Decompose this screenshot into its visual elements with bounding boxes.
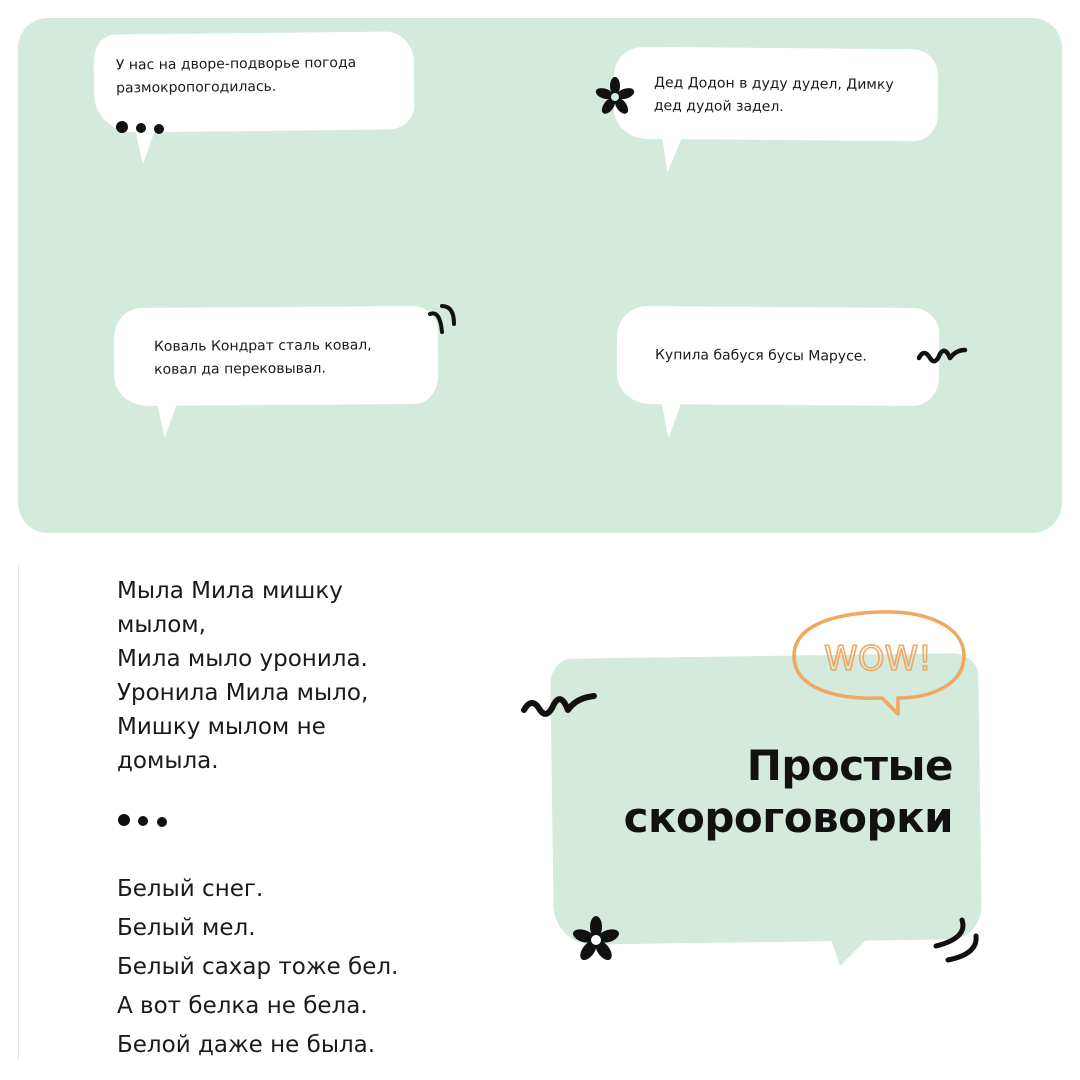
poem-line: Белой даже не была. (117, 1032, 376, 1058)
poem-line: Мишку мылом не (117, 714, 326, 740)
bubble-tail (156, 400, 178, 438)
bubble-text (654, 72, 894, 120)
poem-line: Белый снег. (117, 876, 264, 902)
bubble-text (655, 344, 867, 368)
bubble-line: ковал да перековывал. (154, 360, 326, 378)
poem-line: Белый мел. (117, 915, 256, 941)
bubble-line: размокропогодилась. (115, 78, 277, 97)
bubble-line: Купила бабуся бусы Марусе. (654, 347, 867, 365)
three-dots-icon (114, 810, 176, 830)
squiggle-doodle-icon (916, 344, 968, 366)
bubble-text (116, 52, 357, 101)
title-line: скороговорки (623, 793, 953, 842)
poem-line: мылом, (117, 612, 206, 638)
bubble-text (154, 334, 372, 382)
wow-badge-text: WOW! (824, 639, 932, 679)
wow-badge (786, 604, 970, 720)
poem-line: Мила мыло уронила. (117, 646, 368, 672)
flower-doodle-icon (570, 914, 622, 966)
speech-bubble-3 (114, 306, 439, 406)
bubble-line: Коваль Кондрат сталь ковал, (153, 337, 372, 355)
poem-line: Мыла Мила мишку (117, 578, 343, 604)
bubble-line: Дед Додон в дуду дудел, Димку (654, 74, 894, 94)
squiggle-doodle-icon (520, 690, 598, 720)
bubble-tail (660, 398, 682, 438)
title-card-tail (830, 936, 870, 966)
page-title (624, 740, 953, 844)
bubble-tail (661, 133, 683, 173)
poem-line: Белый сахар тоже бел. (117, 954, 399, 980)
tongue-twister-white (117, 870, 398, 1065)
bubble-line: дед дудой задел. (653, 97, 784, 116)
double-stroke-doodle-icon (426, 302, 462, 338)
poem-line: А вот белка не бела. (117, 993, 368, 1019)
poem-line: Уронила Мила мыло, (117, 680, 369, 706)
bubble-line: У нас на дворе-подворье погода (115, 54, 357, 74)
speech-bubble-2 (614, 47, 939, 142)
speech-bubble-4 (617, 306, 940, 406)
three-dots-icon (112, 118, 174, 138)
tongue-twister-mila (117, 574, 368, 778)
title-line: Простые (746, 741, 953, 790)
poem-line: домыла. (117, 748, 219, 774)
flower-doodle-icon (594, 76, 636, 118)
double-stroke-doodle-icon (928, 914, 982, 966)
